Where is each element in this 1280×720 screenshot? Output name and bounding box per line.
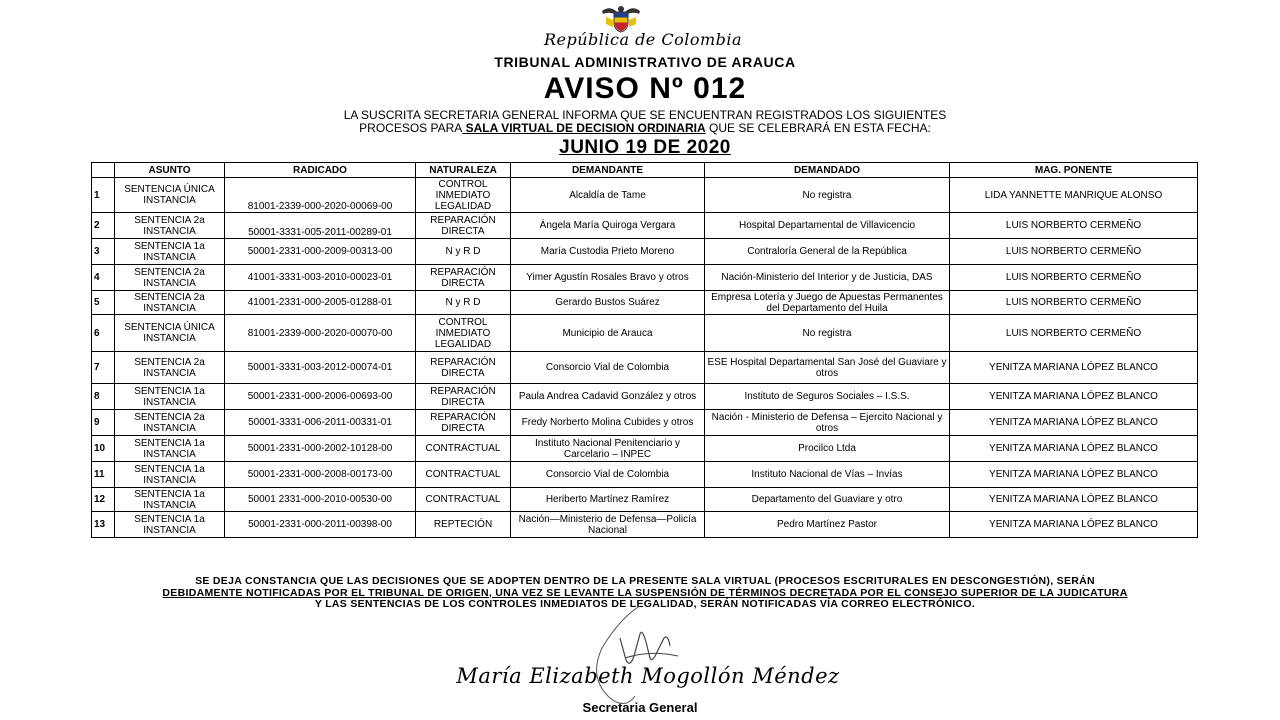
row-number: 8 xyxy=(92,384,115,410)
naturaleza-cell: N y R D xyxy=(416,291,511,315)
table-row xyxy=(92,315,1198,352)
republica-heading: República de Colombia xyxy=(543,30,743,49)
intro-line-2-underlined: SALA VIRTUAL DE DECISION ORDINARIA xyxy=(462,121,706,135)
table-row xyxy=(92,213,1198,239)
asunto-cell: SENTENCIA 1a INSTANCIA xyxy=(115,384,225,410)
naturaleza-cell: CONTRACTUAL xyxy=(416,462,511,488)
row-number: 11 xyxy=(92,462,115,488)
process-table xyxy=(91,162,1198,538)
demandado-cell: No registra xyxy=(705,315,950,352)
radicado-cell: 50001-3331-006-2011-00331-01 xyxy=(225,410,416,436)
demandado-cell: Nación - Ministerio de Defensa – Ejercito Nacional y otros xyxy=(705,410,950,436)
constancia-line-2: DEBIDAMENTE NOTIFICADAS POR EL TRIBUNAL DE ORIGEN, UNA VEZ SE LEVANTE LA SUSPENSIÓN DE TÉRMINOS DECRETADA POR EL CONSEJO SUPERIOR DE LA JUDICATURA xyxy=(162,586,1128,599)
demandado-cell: Pedro Martínez Pastor xyxy=(705,512,950,538)
demandante-cell: Instituto Nacional Penitenciario y Carcelario – INPEC xyxy=(511,436,705,462)
naturaleza-cell: CONTRACTUAL xyxy=(416,436,511,462)
demandante-cell: María Custodia Prieto Moreno xyxy=(511,239,705,265)
constancia-line-3: Y LAS SENTENCIAS DE LOS CONTROLES INMEDIATOS DE LEGALIDAD, SERÁN NOTIFICADAS VÍA CORREO ELECTRÓNICO. xyxy=(314,598,976,610)
demandado-cell: Instituto Nacional de Vías – Invías xyxy=(705,462,950,488)
column-header-demandante: DEMANDANTE xyxy=(511,163,705,178)
column-header-radicado: RADICADO xyxy=(225,163,416,178)
ponente-cell: YENITZA MARIANA LÓPEZ BLANCO xyxy=(950,512,1198,538)
naturaleza-cell: CONTRACTUAL xyxy=(416,488,511,512)
row-number: 10 xyxy=(92,436,115,462)
coat-of-arms-icon xyxy=(600,3,642,33)
demandado-cell: Contraloría General de la República xyxy=(705,239,950,265)
column-header-demandado: DEMANDADO xyxy=(705,163,950,178)
ponente-cell: YENITZA MARIANA LÓPEZ BLANCO xyxy=(950,462,1198,488)
demandante-cell: Municipio de Arauca xyxy=(511,315,705,352)
asunto-cell: SENTENCIA 1a INSTANCIA xyxy=(115,512,225,538)
naturaleza-cell: REPARACIÓN DIRECTA xyxy=(416,384,511,410)
radicado-cell: 50001-2331-000-2011-00398-00 xyxy=(225,512,416,538)
ponente-cell: LIDA YANNETTE MANRIQUE ALONSO xyxy=(950,178,1198,213)
demandante-cell: Yimer Agustín Rosales Bravo y otros xyxy=(511,265,705,291)
row-number: 3 xyxy=(92,239,115,265)
demandante-cell: Nación—Ministerio de Defensa—Policía Nacional xyxy=(511,512,705,538)
demandante-cell: Paula Andrea Cadavid González y otros xyxy=(511,384,705,410)
table-row xyxy=(92,462,1198,488)
demandado-cell: ESE Hospital Departamental San José del Guaviare y otros xyxy=(705,352,950,384)
ponente-cell: YENITZA MARIANA LÓPEZ BLANCO xyxy=(950,436,1198,462)
signer-role: Secretaria General xyxy=(582,700,698,715)
demandado-cell: Hospital Departamental de Villavicencio xyxy=(705,213,950,239)
demandado-cell: Departamento del Guaviare y otro xyxy=(705,488,950,512)
ponente-cell: YENITZA MARIANA LÓPEZ BLANCO xyxy=(950,410,1198,436)
naturaleza-cell: CONTROL INMEDIATO LEGALIDAD xyxy=(416,315,511,352)
row-number: 13 xyxy=(92,512,115,538)
row-number: 4 xyxy=(92,265,115,291)
asunto-cell: SENTENCIA ÚNICA INSTANCIA xyxy=(115,315,225,352)
demandante-cell: Alcaldía de Tame xyxy=(511,178,705,213)
asunto-cell: SENTENCIA 2a INSTANCIA xyxy=(115,265,225,291)
asunto-cell: SENTENCIA 1a INSTANCIA xyxy=(115,436,225,462)
column-header-ponente: MAG. PONENTE xyxy=(950,163,1198,178)
naturaleza-cell: REPTECIÓN xyxy=(416,512,511,538)
ponente-cell: LUIS NORBERTO CERMEÑO xyxy=(950,213,1198,239)
ponente-cell: YENITZA MARIANA LÓPEZ BLANCO xyxy=(950,352,1198,384)
asunto-cell: SENTENCIA 2a INSTANCIA xyxy=(115,410,225,436)
tribunal-heading: TRIBUNAL ADMINISTRATIVO DE ARAUCA xyxy=(494,54,796,70)
radicado-cell: 50001-2331-000-2008-00173-00 xyxy=(225,462,416,488)
radicado-cell: 41001-2331-000-2005-01288-01 xyxy=(225,291,416,315)
row-number: 6 xyxy=(92,315,115,352)
signer-name: María Elizabeth Mogollón Méndez xyxy=(456,664,840,688)
row-number: 2 xyxy=(92,213,115,239)
radicado-cell: 50001-3331-005-2011-00289-01 xyxy=(225,213,416,239)
row-number: 1 xyxy=(92,178,115,213)
row-number: 5 xyxy=(92,291,115,315)
ponente-cell: LUIS NORBERTO CERMEÑO xyxy=(950,239,1198,265)
asunto-cell: SENTENCIA 2a INSTANCIA xyxy=(115,291,225,315)
demandante-cell: Consorcio Vial de Colombia xyxy=(511,352,705,384)
table-row xyxy=(92,384,1198,410)
asunto-cell: SENTENCIA 1a INSTANCIA xyxy=(115,488,225,512)
table-row xyxy=(92,291,1198,315)
table-row xyxy=(92,265,1198,291)
intro-text xyxy=(0,109,1280,135)
naturaleza-cell: N y R D xyxy=(416,239,511,265)
table-row xyxy=(92,436,1198,462)
table-header-row xyxy=(92,163,1198,178)
row-number: 12 xyxy=(92,488,115,512)
aviso-title: AVISO Nº 012 xyxy=(543,72,747,105)
column-header-naturaleza: NATURALEZA xyxy=(416,163,511,178)
column-header-asunto: ASUNTO xyxy=(115,163,225,178)
radicado-cell: 81001-2339-000-2020-00069-00 xyxy=(225,178,416,213)
naturaleza-cell: REPARACIÓN DIRECTA xyxy=(416,352,511,384)
asunto-cell: SENTENCIA ÚNICA INSTANCIA xyxy=(115,178,225,213)
demandado-cell: Instituto de Seguros Sociales – I.S.S. xyxy=(705,384,950,410)
demandante-cell: Fredy Norberto Molina Cubides y otros xyxy=(511,410,705,436)
ponente-cell: LUIS NORBERTO CERMEÑO xyxy=(950,265,1198,291)
ponente-cell: YENITZA MARIANA LÓPEZ BLANCO xyxy=(950,488,1198,512)
demandado-cell: Nación-Ministerio del Interior y de Justicia, DAS xyxy=(705,265,950,291)
asunto-cell: SENTENCIA 2a INSTANCIA xyxy=(115,352,225,384)
asunto-cell: SENTENCIA 1a INSTANCIA xyxy=(115,239,225,265)
demandado-cell: Empresa Lotería y Juego de Apuestas Permanentes del Departamento del Huila xyxy=(705,291,950,315)
radicado-cell: 50001-2331-000-2009-00313-00 xyxy=(225,239,416,265)
intro-line-2-post: QUE SE CELEBRARÁ EN ESTA FECHA: xyxy=(705,121,931,135)
table-row xyxy=(92,488,1198,512)
naturaleza-cell: REPARACIÓN DIRECTA xyxy=(416,265,511,291)
table-row xyxy=(92,512,1198,538)
intro-line-2-pre: PROCESOS PARA xyxy=(359,121,463,135)
table-row xyxy=(92,178,1198,213)
ponente-cell: YENITZA MARIANA LÓPEZ BLANCO xyxy=(950,384,1198,410)
column-header-num xyxy=(92,163,115,178)
radicado-cell: 50001-2331-000-2006-00693-00 xyxy=(225,384,416,410)
intro-line-1: LA SUSCRITA SECRETARIA GENERAL INFORMA QUE SE ENCUENTRAN REGISTRADOS LOS SIGUIENTES xyxy=(343,108,947,122)
radicado-cell: 41001-3331-003-2010-00023-01 xyxy=(225,265,416,291)
naturaleza-cell: REPARACIÓN DIRECTA xyxy=(416,213,511,239)
table-row xyxy=(92,352,1198,384)
asunto-cell: SENTENCIA 1a INSTANCIA xyxy=(115,462,225,488)
radicado-cell: 50001-3331-003-2012-00074-01 xyxy=(225,352,416,384)
demandado-cell: Procilco Ltda xyxy=(705,436,950,462)
ponente-cell: LUIS NORBERTO CERMEÑO xyxy=(950,315,1198,352)
row-number: 9 xyxy=(92,410,115,436)
session-date: JUNIO 19 DE 2020 xyxy=(559,137,731,158)
ponente-cell: LUIS NORBERTO CERMEÑO xyxy=(950,291,1198,315)
naturaleza-cell: CONTROL INMEDIATO LEGALIDAD xyxy=(416,178,511,213)
radicado-cell: 81001-2339-000-2020-00070-00 xyxy=(225,315,416,352)
constancia-line-1: SE DEJA CONSTANCIA QUE LAS DECISIONES QUE SE ADOPTEN DENTRO DE LA PRESENTE SALA VIRTUAL (PROCESOS ESCRITURALES EN DESCONGESTIÓN), SERÁN xyxy=(195,575,1095,587)
demandante-cell: Gerardo Bustos Suárez xyxy=(511,291,705,315)
table-row xyxy=(92,410,1198,436)
radicado-cell: 50001 2331-000-2010-00530-00 xyxy=(225,488,416,512)
row-number: 7 xyxy=(92,352,115,384)
table-row xyxy=(92,239,1198,265)
asunto-cell: SENTENCIA 2a INSTANCIA xyxy=(115,213,225,239)
demandante-cell: Ángela María Quiroga Vergara xyxy=(511,213,705,239)
radicado-cell: 50001-2331-000-2002-10128-00 xyxy=(225,436,416,462)
demandado-cell: No registra xyxy=(705,178,950,213)
naturaleza-cell: REPARACIÓN DIRECTA xyxy=(416,410,511,436)
demandante-cell: Consorcio Vial de Colombia xyxy=(511,462,705,488)
demandante-cell: Heriberto Martínez Ramírez xyxy=(511,488,705,512)
intro-line-2 xyxy=(0,122,1280,135)
